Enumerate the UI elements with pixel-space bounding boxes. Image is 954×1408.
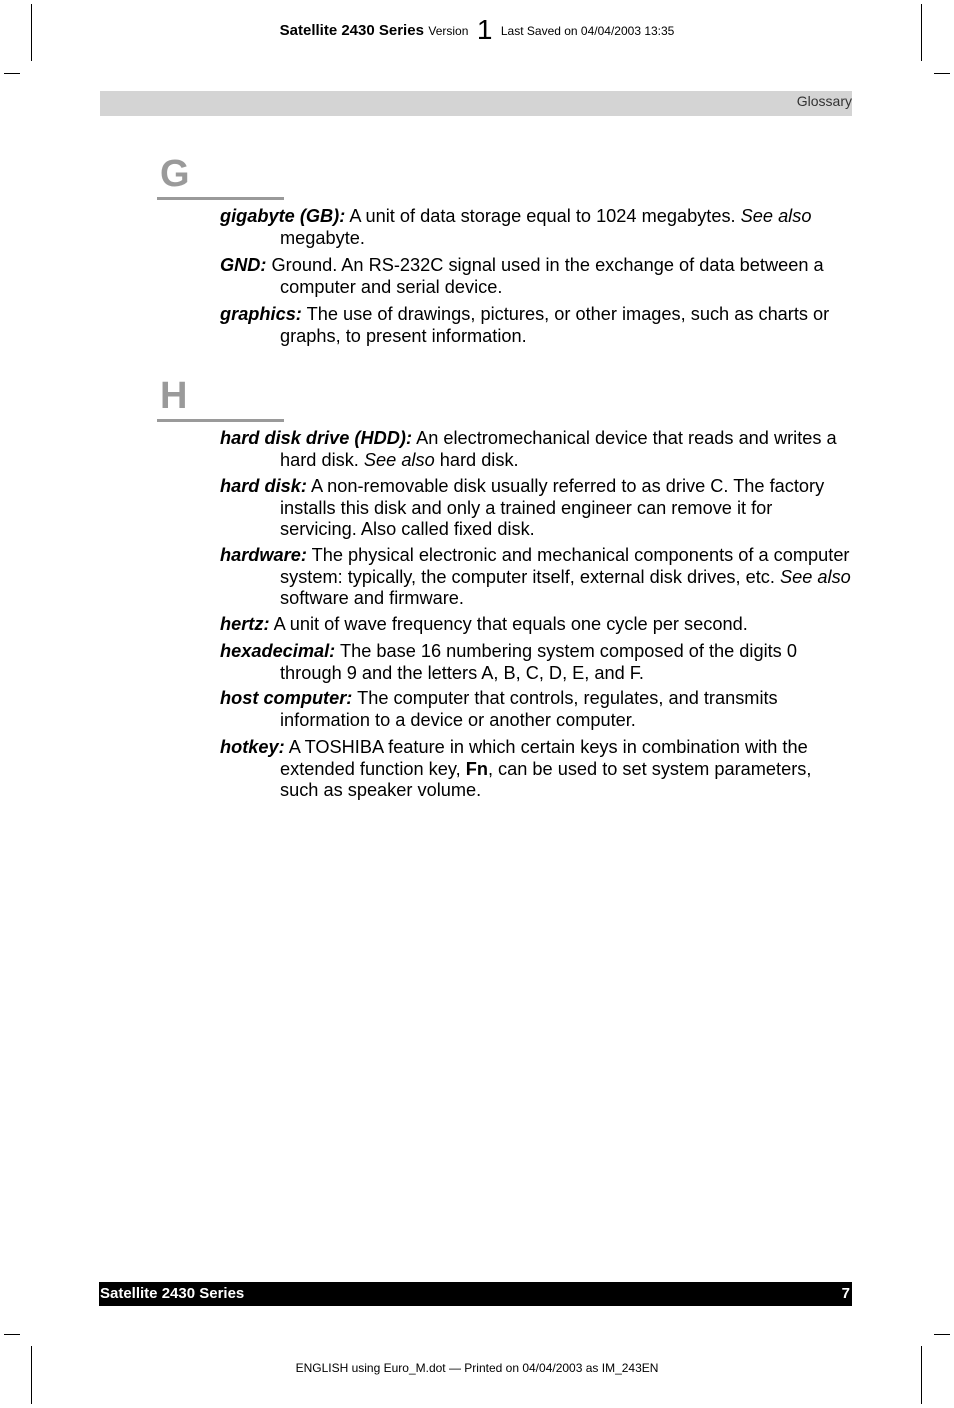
- section-header-bar: [100, 91, 852, 116]
- entry-term: GND:: [220, 255, 267, 275]
- entry-text: hard disk.: [434, 449, 519, 470]
- page-number: 7: [841, 1285, 850, 1302]
- entry-text: Ground. An RS-232C signal used in the exchange of data between a computer and serial device.: [266, 255, 824, 297]
- glossary-entry: [220, 255, 852, 298]
- entry-text: The base 16 numbering system composed of the digits 0 through 9 and the letters A, B, C, D, E, and F.: [280, 641, 797, 683]
- entry-term: hexadecimal:: [220, 641, 336, 661]
- entry-text: The computer that controls, regulates, and transmits information to a device or another computer.: [280, 688, 778, 730]
- entry-text: , can be used to set system parameters, such as speaker volume.: [280, 758, 812, 800]
- section-letter-h: H: [160, 375, 188, 417]
- entry-text: A TOSHIBA feature in which certain keys in combination with the extended function key,: [280, 737, 808, 779]
- glossary-entry: [220, 206, 852, 249]
- entry-term: hardware:: [220, 545, 307, 565]
- see-also: See also: [740, 206, 812, 226]
- glossary-entry: [220, 476, 852, 541]
- crop-mark: [934, 1334, 950, 1335]
- entry-term: hertz:: [220, 614, 270, 634]
- see-also: See also: [363, 449, 435, 470]
- version-label: Version: [428, 24, 469, 38]
- crop-mark: [4, 1334, 20, 1335]
- glossary-entry: [220, 545, 852, 610]
- glossary-entry: [220, 428, 852, 471]
- entry-term: hard disk drive (HDD):: [220, 428, 413, 448]
- entry-term: hotkey:: [220, 737, 285, 757]
- footer-product: Satellite 2430 Series: [100, 1285, 245, 1302]
- last-saved: Last Saved on 04/04/2003 13:35: [500, 24, 675, 38]
- section-rule: [157, 419, 284, 422]
- entry-term: gigabyte (GB):: [220, 206, 346, 226]
- crop-mark: [934, 73, 950, 74]
- product-name: Satellite 2430 Series: [279, 22, 424, 39]
- section-title: Glossary: [796, 93, 852, 109]
- glossary-entry: [220, 688, 852, 731]
- entry-term: host computer:: [220, 688, 353, 708]
- entry-text: The physical electronic and mechanical components of a computer system: typically, the computer itself, external disk drives, etc.: [280, 545, 850, 587]
- entry-term: hard disk:: [220, 476, 307, 496]
- entry-term: graphics:: [220, 304, 302, 324]
- page-footer-bar: [99, 1282, 852, 1306]
- entry-text: A unit of wave frequency that equals one cycle per second.: [269, 614, 748, 634]
- glossary-entry: [220, 737, 852, 802]
- entry-text: A unit of data storage equal to 1024 megabytes.: [345, 206, 741, 226]
- entry-text: megabyte.: [280, 227, 365, 248]
- glossary-entry: [220, 614, 852, 636]
- entry-text: software and firmware.: [280, 588, 464, 608]
- glossary-entry: [220, 304, 852, 347]
- see-also: See also: [780, 566, 851, 587]
- section-letter-g: G: [160, 153, 190, 195]
- entry-text: The use of drawings, pictures, or other images, such as charts or graphs, to present information.: [280, 304, 830, 346]
- crop-mark: [31, 1346, 32, 1404]
- entry-text: A non-removable disk usually referred to as drive C. The factory installs this disk and only a trained engineer can remove it for servicing. Also called fixed disk.: [280, 476, 825, 539]
- entry-text: An electromechanical device that reads and writes a hard disk.: [280, 428, 837, 470]
- glossary-entry: [220, 641, 852, 684]
- section-rule: [157, 197, 284, 200]
- print-info: ENGLISH using Euro_M.dot — Printed on 04/04/2003 as IM_243EN: [295, 1361, 659, 1375]
- version-number: 1: [476, 14, 493, 45]
- crop-mark: [921, 1346, 922, 1404]
- key-name: Fn: [465, 758, 488, 779]
- print-header: [0, 14, 954, 46]
- crop-mark: [4, 73, 20, 74]
